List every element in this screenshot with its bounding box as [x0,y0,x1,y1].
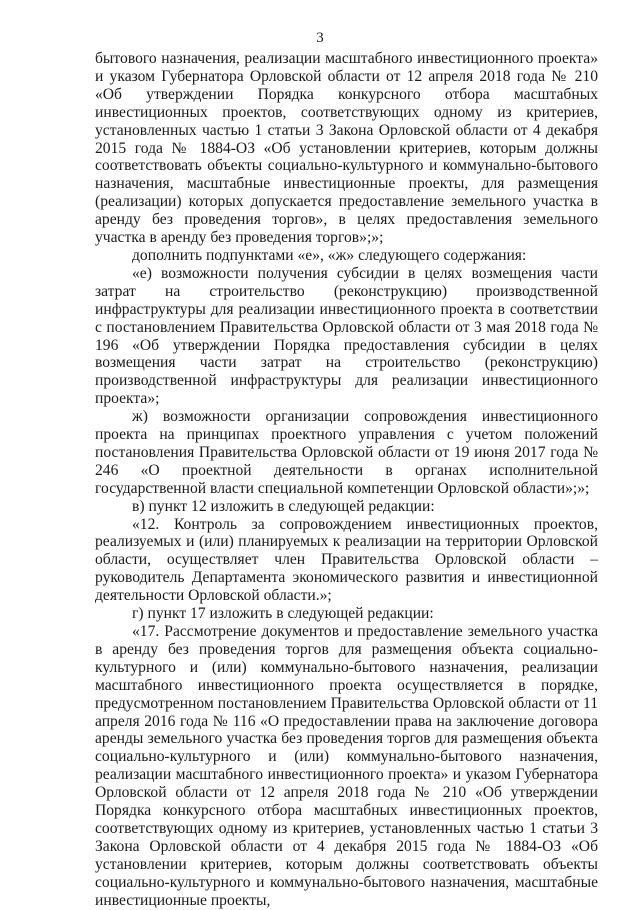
paragraph-continuation: бытового назначения, реализации масштабного инвестиционного проекта» и указом Губернатора Орловской области от 12 апреля 2018 года № 210 «Об утверждении Порядка конкурсного отбора масштабных инвестиционных проектов, соответствующих одному из критериев, установленных частью 1 статьи 3 Закона Орловской области от 4 декабря 2015 года № 1884-ОЗ «Об установлении критериев, которым должны соответствовать объекты социально-культурного и коммунально-бытового назначения, масштабные инвестиционные проекты, для размещения (реализации) которых допускается предоставление земельного участка в аренду без проведения торгов», в целях предоставления земельного участка в аренду без проведения торгов»;»; [95,50,598,247]
page-number: 3 [316,30,324,46]
document-body [95,50,598,910]
paragraph-subitem-e: «е) возможности получения субсидии в целях возмещения части затрат на строительство (реконструкцию) производственной инфраструктуры для реализации инвестиционного проекта в соответствии с постановлением Правительства Орловской области от 3 мая 2018 года № 196 «Об утверждении Порядка предоставления субсидии в целях возмещения части затрат на строительство (реконструкцию) производственной инфраструктуры для реализации инвестиционного проекта»; [95,264,598,408]
paragraph-clause-12: «12. Контроль за сопровождением инвестиционных проектов, реализуемых и (или) планируемых к реализации на территории Орловской области, осуществляет член Правительства Орловской области – руководитель Департамента экономического развития и инвестиционной деятельности Орловской области.»; [95,515,598,605]
paragraph-item-v: в) пункт 12 изложить в следующей редакции: [132,497,435,515]
paragraph-subitem-zh: ж) возможности организации сопровождения инвестиционного проекта на принципах проектного управления с учетом положений постановления Правительства Орловской области от 19 июня 2017 года № 246 «О проектной деятельности в органах исполнительной государственной власти специальной компетенции Орловской области»;»; [95,408,598,497]
paragraph-add-subitems: дополнить подпунктами «е», «ж» следующего содержания: [132,246,527,264]
paragraph-item-g: г) пункт 17 изложить в следующей редакции: [132,605,434,623]
paragraph-clause-17: «17. Рассмотрение документов и предоставление земельного участка в аренду без проведения торгов для размещения объекта социально-культурного и (или) коммунально-бытового назначения, реализации масштабного инвестиционного проекта осуществляется в порядке, предусмотренном постановлением Правительства Орловской области от 11 апреля 2016 года № 116 «О предоставлении права на заключение договора аренды земельного участка без проведения торгов для размещения объекта социально-культурного и (или) коммунально-бытового назначения, реализации масштабного инвестиционного проекта» и указом Губернатора Орловской области от 12 апреля 2018 года № 210 «Об утверждении Порядка конкурсного отбора масштабных инвестиционных проектов, соответствующих одному из критериев, установленных частью 1 статьи 3 Закона Орловской области от 4 декабря 2015 года № 1884-ОЗ «Об установлении критериев, которым должны соответствовать объекты социально-культурного и коммунально-бытового назначения, масштабные инвестиционные проекты, [95,623,598,909]
